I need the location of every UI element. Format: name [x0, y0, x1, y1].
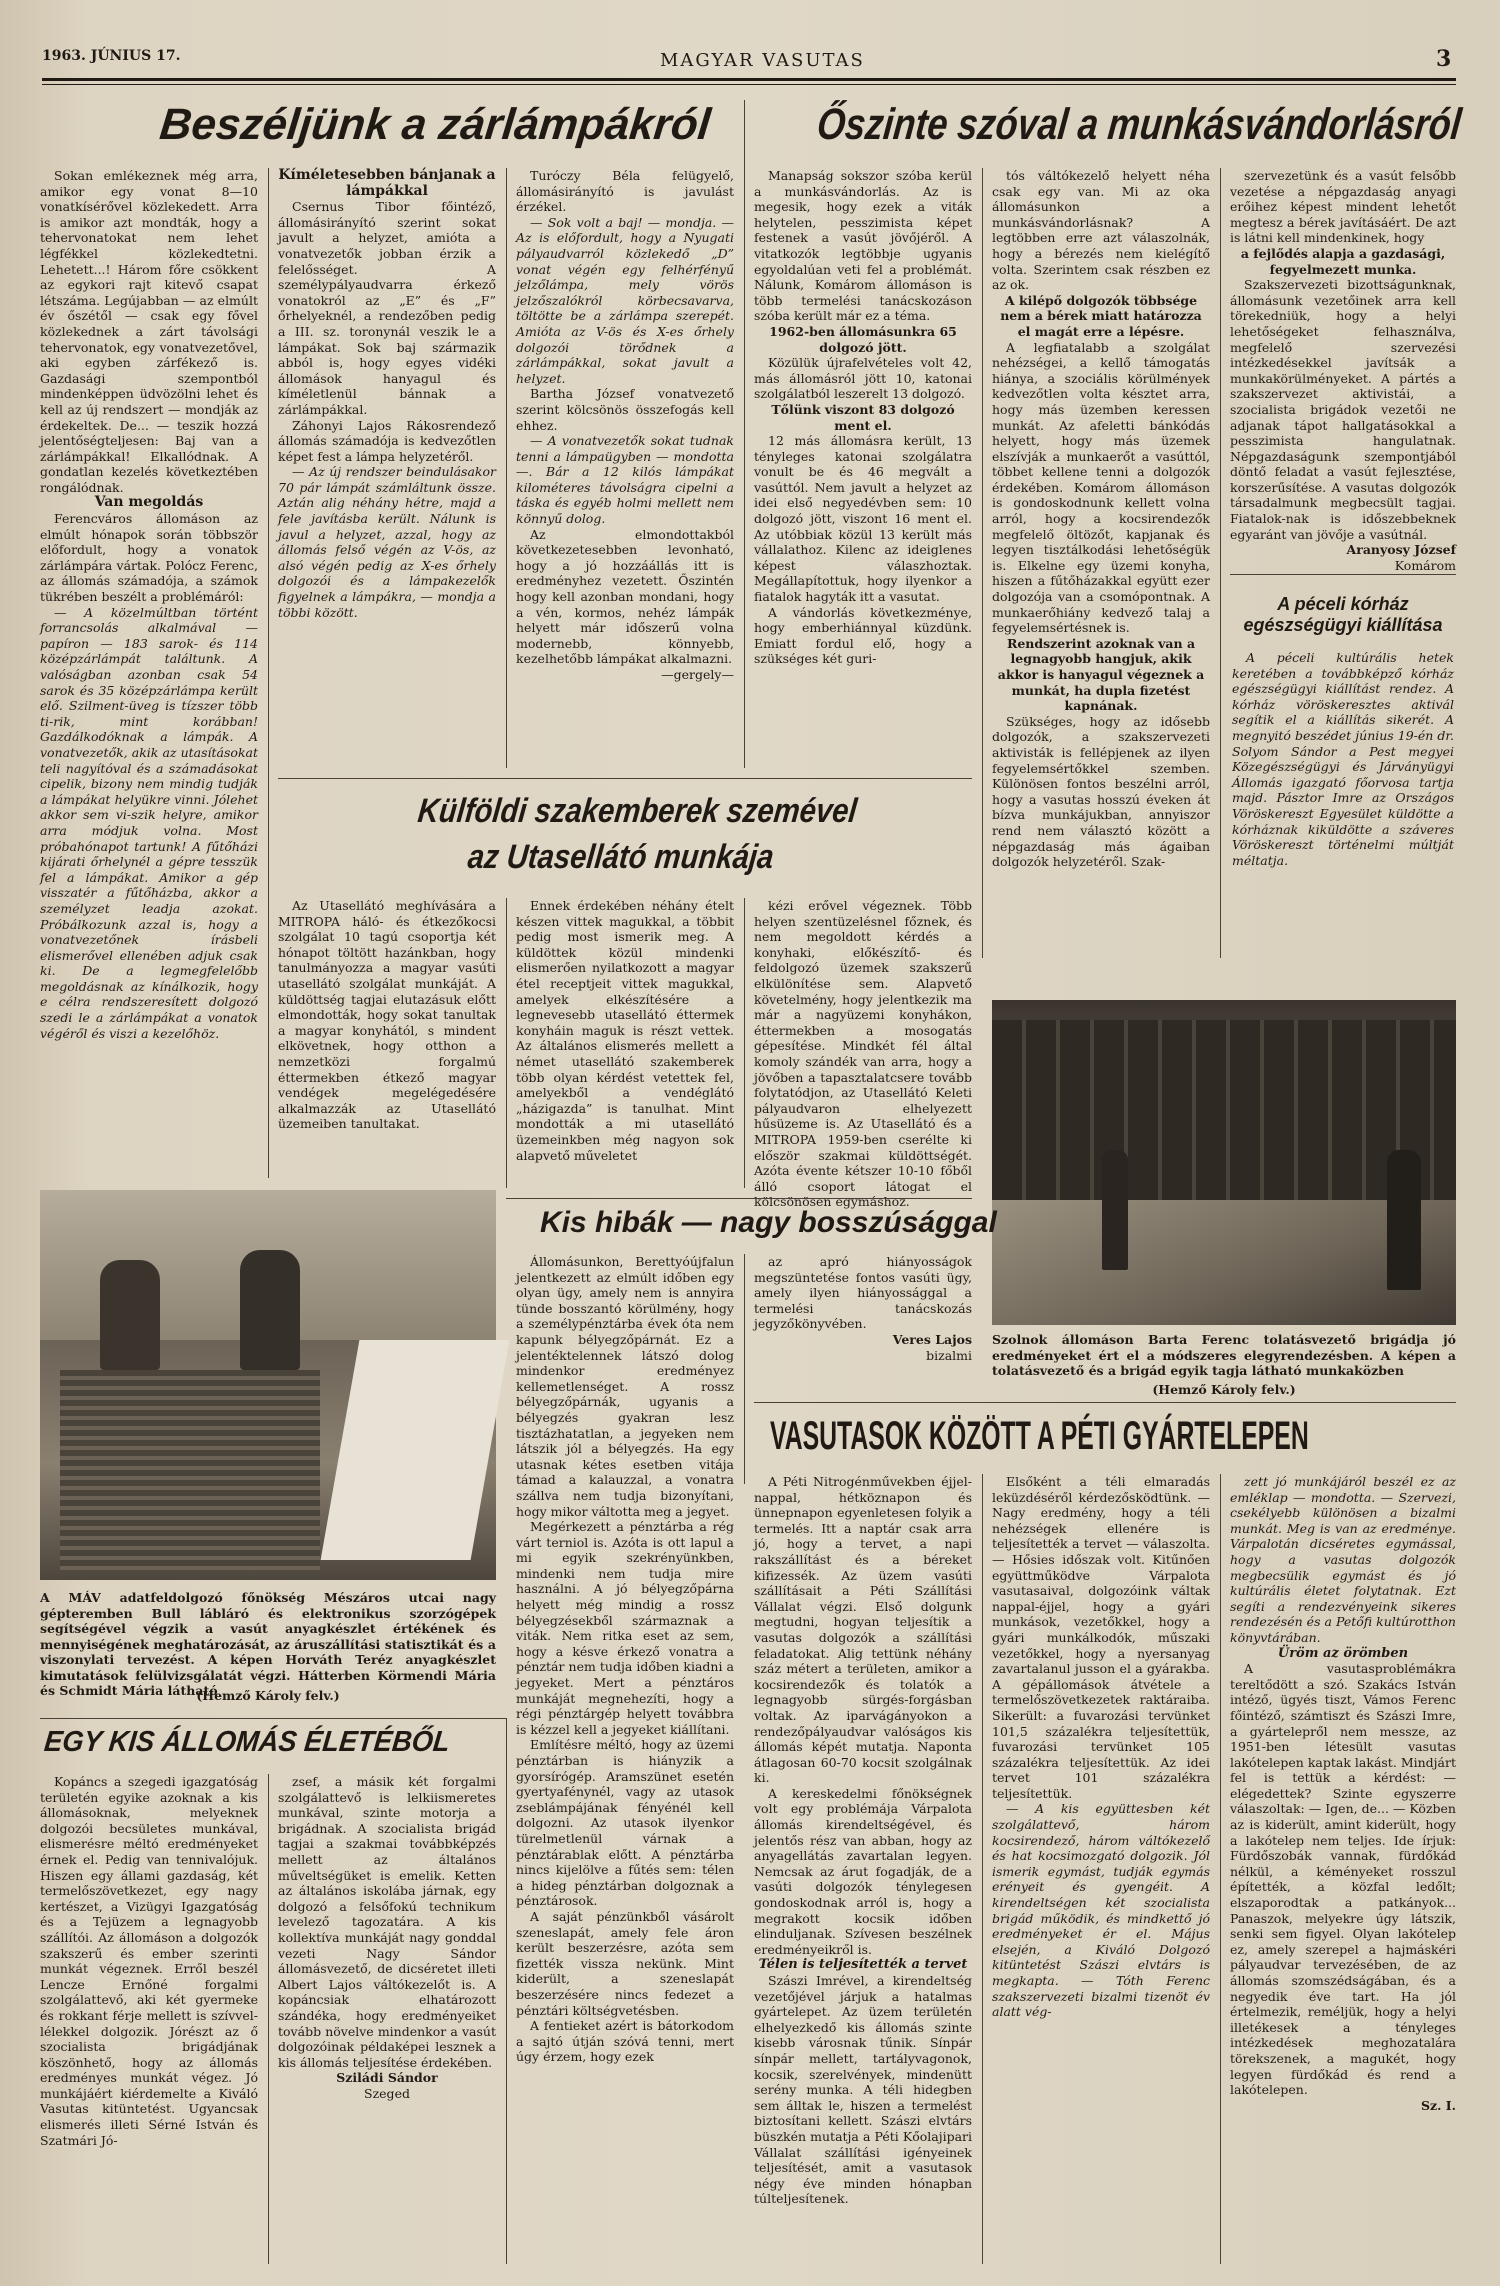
paragraph: Említésre méltó, hogy az üzemi pénztárban is hiányzik a gyorsírógép. Aramszünet esetén gyertyafénynél, vagy az utasok zseblámpájának fényénél kell dolgozni. Az utasok ilyenkor türelmetlenül várnak a pénztárablak előtt. A pénztárba nincs kijelölve a fűtés sem: télen a hideg pénztárban dolgoznak a pénztárosok. — [516, 1737, 734, 1909]
article-kishibak-title: Kis hibák — nagy bosszúsággal — [540, 1206, 997, 1239]
article-kulfoldi-col3 — [754, 898, 972, 1210]
subheading: 1962-ben állomásunkra 65 dolgozó jött. — [769, 323, 957, 355]
article-kulfoldi-col2 — [516, 898, 734, 1188]
column-rule — [744, 100, 745, 768]
subheading: Kíméletesebben bánjanak a lámpákkal — [278, 167, 496, 199]
article-zarlampa-title: Beszéljünk a zárlámpákról — [157, 100, 713, 149]
signature: —gergely— — [661, 667, 734, 682]
article-kopancs-col1 — [40, 1774, 258, 2264]
paragraph: Szakszervezeti bizottságunknak, állomásunk vezetőinek arra kell törekedniük, hogy a helyi lehetőségeket felhasználva, megfelelő szervezési intézkedésekkel javítsák a munkakörülményeket. A pártés a szakszervezet aktivistái, a szocialista brigádok vezetői ne adjanak tápot hallgatásokkal a pesszimista hangulatnak. Népgazdaságunk szempontjából döntő feladat a vasút fejlesztése, korszerűsítése. A vasutas dolgozók társadalmunk megbecsült tagjai. Fiatalok-nak is időszebbeknek egyaránt van jövője a vasútnál. — [1230, 277, 1456, 542]
column-rule — [982, 1474, 983, 2264]
subheading: Van megoldás — [94, 494, 204, 511]
paragraph: Az elmondottakból következetesebben levonható, hogy a jó hozzáállás itt is eredményhez vezetett. Őszintén hogy kell azonban mondani, hogy a vén, kormos, nehéz lámpák helyett már időszerű volna modernebb, könnyebb, kezelhetőbb lámpákat alkalmazni. — [516, 526, 734, 667]
photo-data-processing-credit: (Hemző Károly felv.) — [196, 1688, 340, 1703]
section-rule — [506, 1198, 972, 1199]
article-pecel-title: A péceli kórház egészségügyi kiállítása — [1243, 594, 1443, 635]
column-rule — [506, 1718, 507, 2264]
article-munkasvandorlas-col2 — [992, 168, 1210, 958]
subheading: A kilépő dolgozók többsége nem a bérek miatt határozza el magát erre a lépésre. — [1000, 292, 1202, 339]
paragraph: zsef, a másik két forgalmi szolgálattevő is lelkiismeretes munkával, szinte motorja a brigádnak. A szocialista brigád tagjai a szakmai továbbképzés mellett az általános műveltségüket is emelik. Ketten az általános iskolába járnak, egy dolgozó a felsőfokú technikum levelező tagozatára. A kis kollektíva munkáját nagy gonddal vezeti Nagy Sándor állomásvezető, de dicséretet illeti Albert Lajos váltókezelőt is. A kopáncsiak elhatározott szándéka, hogy eredményeiket tovább növelve mindenkor a vasút dolgozóinak példaképei lesznek a kis állomás teljesítése érdekében. — [278, 1774, 496, 2070]
paragraph: — Sok volt a baj! — mondja. — Az is előfordult, hogy a Nyugati pályaudvarról közlekedő „D” vonat végén egy felhérfényű jelzőlámpa, mely vörös jelzőszalókról körbecsavarva, töltötte be a zárlámpa szerepét. Amióta az V-ös és X-es őrhely dolgozói törődnek a zárlámpákkal, sokat javult a helyzet. — [516, 214, 734, 386]
paragraph: Szászi Imrével, a kirendeltség vezetőjével járjuk a hatalmas gyártelepet. Az üzem területén elhelyezkedő kis állomás szinte kisebb városnak tűnik. Sínpár sínpár mellett, tartályvagonok, kocsik, szerelvények, mindenütt serény munka. A téli hidegben sem álltak le, hiszen a termelést biztosítani kellett. Szászi elvtárs büszkén mutatja a Péti Kőolajipari Vállalat szállítási igényeinek teljesítését, amit a vasutasok négy éve minden hónapban túlteljesítenek. — [754, 1973, 972, 2207]
paragraph: Sokan emlékeznek még arra, amikor egy vonat 8—10 vonatkísérővel közlekedett. Arra is amikor azt mondták, hogy a tehervonatokat nem lehet légfékkel közlekedtetni. Lehetett...! Három főre csökkent az egykori rajt kitevő csapat létszáma. Legújabban — az elmúlt év őszétől — csak egy fővel közlekednek a zárt távolsági tehervonatok, egy vonatvezetővel, aki egyben zárfékező is. Gazdasági szempontból mindenképpen üdvözölni lehet és kell az új rendszert — mondják az érdekeltek. De... — teszik hozzá jelentőségteljesen: Baj van a zárlámpákkal! Elkallódnak. A gondatlan kezelés következtében rongálódnak. — [40, 168, 258, 495]
page-number: 3 — [1436, 46, 1452, 72]
paragraph: Bartha József vonatvezető szerint kölcsönös összefogás kell ehhez. — [516, 386, 734, 433]
subheading: Télen is teljesítették a tervet — [758, 1957, 968, 1973]
paragraph: Csernus Tibor főintéző, állomásirányító szerint sokat javult a helyzet, amióta a vonatvezetők jobban érzik a felelősséget. A személypályaudvarra érkező vonatokról az „E” és „F” őrhelyeknél, a rendezőben pedig a III. sz. toronynál veszik le a lámpákat. Sok baj származik abból is, hogy egyes vidéki állomások hanyagul és kíméletlenül bánnak a zárlámpákkal. — [278, 199, 496, 417]
signature: Veres Lajos — [892, 1331, 972, 1347]
article-pecel-body — [1232, 650, 1454, 950]
paragraph: — Az új rendszer beindulásakor 70 pár lámpát számláltunk össze. Aztán alig néhány hétre, majd a fele javításba került. Nálunk is javul a helyzet, azzal, hogy az állomás felső végén az V-ös, az alsó végén pedig az X-es őrhely dolgozói és a lámpakezelők figyelnek a lámpákra, — mondja a többi között. — [278, 464, 496, 620]
worker-figure-1 — [1102, 1150, 1128, 1270]
column-rule — [744, 1254, 745, 1484]
article-munkasvandorlas-col3 — [1230, 168, 1456, 573]
signature: Sziládi Sándor — [336, 2070, 438, 2086]
paragraph: Szükséges, hogy az idősebb dolgozók, a szakszervezeti aktivisták is fellépjenek az ilyen fegyelemsértőkkel szemben. Különösen fontos beszélni arról, hogy a vasutas hosszú éveken át bízva munkájukban, annyiszor rend nem választó között a népgazdaság más ágaiban dolgozók helyzetéről. Szak- — [992, 713, 1210, 870]
subheading: Rendszerint azoknak van a legnagyobb hangjuk, akik akkor is hanyagul végeznek a munkát, ha dupla fizetést kapnának. — [997, 635, 1205, 714]
header-rule — [42, 78, 1456, 81]
signature: Sz. I. — [1420, 2097, 1456, 2113]
paragraph: A kereskedelmi főnökségnek volt egy problémája Várpalota állomás kirendeltségével, és jelentős rész van abban, hogy az anyagellátás zavartalan legyen. Nemcsak az árut fogadják, de a vasúti dolgozók ténylegesen gondoskodnak arról is, hogy a megrakott kocsik időben elinduljanak. Szívesen beszélnek eredményeikről is. — [754, 1785, 972, 1957]
photo-shunting-brigade — [992, 1000, 1456, 1325]
signature-role: bizalmi — [926, 1347, 972, 1363]
section-rule — [754, 1402, 1456, 1403]
machine-desk-image — [60, 1370, 320, 1570]
paragraph: az apró hiányosságok megszüntetése fontos vasúti ügy, amely ilyen hiányossággal a termelési tanácskozás jegyzőkönyvében. — [754, 1254, 972, 1332]
document-stack-image — [321, 1340, 510, 1560]
article-peti-title: VASUTASOK KÖZÖTT A PÉTI GYÁRTELEPEN — [770, 1414, 1309, 1458]
column-rule — [268, 168, 269, 1178]
paragraph: Elsőként a téli elmaradás leküzdéséről kérdezősködtünk. — Nagy eredmény, hogy a téli nehézségek ellenére is teljesítették a tervet — válaszolta. — Hősies időszak volt. Kitűnően együttműködve Várpalota vasutasaival, dolgozóink váltak nappal-éjjel, hogy a gyári munkások, vezetőkkel, hogy a gyári munkálkodók, műszaki vezetőkkel, hogy a nyersanyag zavartalanul jusson el a gyárakba. A gépállomások átvétele a termelőszövetkezetek raktáraiba. Sikerült: a fuvarozási tervünket 101,5 százalékra teljesítettük, fuvarozási tervünket 105 százalékra teljesítettük. Az idei tervet 101 százalékra teljesítettük. — [992, 1474, 1210, 1801]
column-rule — [506, 898, 507, 1188]
newspaper-name: MAGYAR VASUTAS — [660, 50, 865, 71]
paragraph: Manapság sokszor szóba kerül a munkásvándorlás. Az is megesik, hogy ezek a viták helytelen, pesszimista képet festenek a vasút jövőjéről. A vitatkozók legtöbbje ugyanis egyoldalúan veti fel a problémát. Nálunk, Komárom állomáson is több termelési tanácskozáson szóba került már ez a téma. — [754, 168, 972, 324]
article-munkasvandorlas-col1 — [754, 168, 972, 768]
worker-figure-2 — [1387, 1150, 1421, 1290]
paragraph: A vándorlás következménye, hogy emberhiánnyal küzdünk. Emiatt fordul elő, hogy a szükséges két guri- — [754, 604, 972, 667]
paragraph: kézi erővel végeznek. Több helyen szentüzelésnel főznek, és nem megoldott kérdés a konyhaki, előkészítő- és feldolgozó üzemek szakszerű elkülönítése sem. Alapvető követelmény, hogy jelentkezik ma már a nagyüzemi konyhákon, éttermekben a mosogatás gépesítése. Mindkét fél által komoly szándék van arra, hogy a jövőben a tapasztalatcsere tovább folytatódjon, az Utasellátó Keleti pályaudvaron elhelyezett hűsüzeme is. Az Utasellátó és a MITROPA 1959-ben cserélte ki először szakmai küldöttségét. Azóta évente kétszer 10-10 főből álló csoport látogat el kölcsönösen egymáshoz. — [754, 898, 972, 1210]
article-kulfoldi-col1 — [278, 898, 496, 1188]
paragraph: Megérkezett a pénztárba a rég várt terniol is. Azóta is ott lapul a mi egyik szekrényünkben, mindenki nem tudja mire használni. A jó bélyegzőpárna helyett még mindig a rossz bélyegzésekből származnak a viták. Nem ritka eset az sem, hogy a késve érkező vonatra a pénztár nem tudja időben kiadni a jegyeket. Mert a pénztáros munkáját megnehezíti, hogy a régi pénztárgép helyett továbbra is kézzel kell a jegyeket kiállítani. — [516, 1519, 734, 1737]
photo-shunting-credit: (Hemző Károly felv.) — [1152, 1382, 1296, 1397]
column-rule — [744, 898, 745, 1188]
article-kulfoldi-title-1: Külföldi szakemberek szemével — [416, 792, 859, 830]
paragraph: tós váltókezelő helyett néha csak egy van. Mi az oka állomásunkon a munkásvándorlásnak? A legtöbben erre azt válaszolnák, hogy a bérezés nem kielégítő volta. Szerintem csak részben ez az ok. — [992, 168, 1210, 293]
article-kishibak-col1 — [516, 1254, 734, 2065]
section-rule — [1230, 574, 1456, 575]
paragraph: A vasutasproblémákra tereltődött a szó. Szakács István intéző, ügyés tiszt, Vámos Ferenc főintéző, számtiszt és Szászi Imre, a gyártelepről nem messze, az 1951-ben létesült vasutas lakótelepen kaptak lakást. Mindjárt fel is tettük a kérdést: — elégedettek? Szinte egyszerre válaszoltak: — Igen, de... — Közben az is kiderült, amint kiderült, hogy a lakótelep nem teljes. Ide írjuk: Fürdőszobák vannak, fürdőkád nélkül, a kéményeket rosszul építették, a közfal ledőlt; elszaporodtak a patkányok... Panaszok, melyekre úgy látszik, senki sem figyel. Olyan lakótelep ez, amely szerepel a hajmáskéri pályaudvar tervezésében, de az állomás szomszédságában, és a negyedik éve tart. Ha jól értelmezik, reméljük, hogy a helyi illetékesek a tényleges intézkedések meghozatalára törekszenek, a magukét, hogy legyen fürdőkád és rend a lakótelepen. — [1230, 1661, 1456, 2098]
paragraph: Kopáncs a szegedi igazgatóság területén egyike azoknak a kis állomásoknak, melyeknek dolgozói becsületes munkával, elismerésre méltó eredményeket érnek el. Pedig van tennivalójuk. Hiszen egy állami gazdaság, két termelőszövetkezet, egy nagy kertészet, a Vizügyi Igazgatóság és a Tejüzem a legnagyobb szállítói. Az állomáson a dolgozók szakszerű és ember szerinti munkát végeznek. Erről beszél Lencze Ernőné forgalmi szolgálattevő, aki két gyermeke és rokkant férje mellett is szívvel-lélekkel dolgozik. Jórészt az ő szocialista brigádjának köszönhető, hogy az állomás eredményes munkát végez. Jó munkájáért kiérdemelte a Kiváló Vasutas kitüntetést. Ugyancsak elismerés illeti Sérné István és Szatmári Jó- — [40, 1774, 258, 2148]
paragraph: Állomásunkon, Berettyóújfalun jelentkezett az elmúlt időben egy olyan ügy, amely nem is annyira tünde bosszantó körülmény, hogy a személypénztárba évek óta nem kapunk bélyegzőpárnát. Ez a jelentéktelennek látszó dolog mindenkor eredményez kellemetlenséget. A rossz bélyegzőpárnák, ugyanis a bélyegzés gyakran lesz tisztázhatatlan, a jegyeken nem látszik jól a bélyegzés. Ha egy utasnak kétes esetben vitája támad a kalauzzal, a vonatra szállva nem tudja bizonyítani, hogy mikor váltotta meg a jegyet. — [516, 1254, 734, 1519]
article-kishibak-col2 — [754, 1254, 972, 1394]
article-peti-col3 — [1230, 1474, 1456, 2264]
worker-figure-4 — [240, 1250, 300, 1370]
column-rule — [1220, 168, 1221, 958]
worker-figure-3 — [100, 1260, 160, 1370]
paragraph: Turóczy Béla felügyelő, állomásirányító is javulást érzékel. — [516, 168, 734, 215]
paragraph: Ennek érdekében néhány ételt készen vittek magukkal, a többit pedig most ismerik meg. A küldöttek közül mindenki elismerően nyilatkozott a magyar étel receptjeit vittek magukkal, amelyek elkészítésére a legnevesebb utasellátó éttermek konyháin maguk is részt vettek. Az általános elismerés mellett a német utasellátó szakemberek több olyan kérdést vetettek fel, amelyekből a vendéglátó „házigazda” is tanulhat. Mint mondották a mi utasellátó üzemeinkben még nagyon sok alapvető műveletet — [516, 898, 734, 1163]
signature-place: Szeged — [364, 2085, 410, 2101]
paragraph: Ferencváros állomáson az elmúlt hónapok során többször előfordult, hogy a vonatok zárlámpára vártak. Polócz Ferenc, az állomás számadója, a számok tükrében beszélt a problémáról: — [40, 511, 258, 605]
paragraph: szervezetünk és a vasút felsőbb vezetése a népgazdaság anyagi erőihez képest mindent lehetőt megtesz a bérek javításáért. De azt is látni kell mindenkinek, hogy — [1230, 168, 1456, 246]
paragraph: — A vonatvezetők sokat tudnak tenni a lámpaügyben — mondotta —. Bár a 12 kilós lámpákat kilométeres távolságra cipelni a táska és egyéb holmi mellett nem könnyű dolog. — [516, 433, 734, 527]
article-peti-col1 — [754, 1474, 972, 2264]
photo-data-processing — [40, 1190, 496, 1580]
section-rule — [278, 778, 972, 779]
section-rule — [40, 1718, 506, 1719]
paragraph: — A közelmúltban történt forrancsolás alkalmával — papíron — 183 sarok- és 114 középzárlámpát találtunk. A valóságban azonban csak 54 sarok és 35 középzárlámpa került elő. Szilment-üveg is tízszer több ti-rik, mint korábban! Gazdálkodóknak a lámpák. A vonatvezetők, akik az utasításokat teli nagyítóval és a számadásokat cipelik, bizony nem mindig tudják a lámpákat helyükre vinni. Jólehet akkor sem vi-szik helyre, amikor arra módjuk volna. Most próbahónapot tartunk! A fűtőházi kijárati őrhelynél a gépre tesszük fel a lámpákat. Amikor a gép visszatér a fűtőházba, akkor a személyzet leadja azokat. Próbálkozunk azzal is, hogy a vonatvezetőnek írásbeli elismerővel ellenében adjuk csak ki. De a legmegfelelőbb megoldásnak az kínálkozik, hogy e célra rendszeresített dolgozó szedi le a zárlámpákat a vonatok végéről és viszi a kezelőhöz. — [40, 604, 258, 1041]
subheading: a fejlődés alapja a gazdasági, fegyelmezett munka. — [1240, 245, 1446, 277]
article-zarlampa-col3 — [516, 168, 734, 768]
photo-shunting-caption: Szolnok állomáson Barta Ferenc tolatásvezető brigádja jó eredményeket ért el a módszeres elegyrendezésben. A képen a tolatásvezető és a brigád egyik tagja látható munkaközben — [992, 1332, 1456, 1378]
paragraph: Záhonyi Lajos Rákosrendező állomás számadója is kedvezőtlen képet fest a lámpa helyzetéről. — [278, 417, 496, 464]
article-zarlampa-col1 — [40, 168, 258, 1183]
paragraph: A Péti Nitrogénművekben éjjel-nappal, hétköznapon és ünnepnapon egyenletesen folyik a termelés. Itt a naptár csak arra jó, hogy a tervet, a napi rakszállítást és a béreket kifizessék. Az üzem vasúti szállításait a Péti Szállítási Vállalat végzi. Első dolgunk megtudni, hogyan teljesítik a vasutas dolgozók a szállítási feladatokat. Alig tettünk néhány száz métert a területen, amikor a kocsirendezők és tolatók a legnagyobb sürgés-forgásban voltak. Az iparvágányokon a rendezőpályaudvar valóságos kis állomás képét mutatja. Naponta átlagosan 60-70 kocsit szolgálnak ki. — [754, 1474, 972, 1786]
subheading: Tőlünk viszont 83 dolgozó ment el. — [771, 401, 955, 433]
column-rule — [506, 168, 507, 768]
paragraph: Közülük újrafelvételes volt 42, más állomásról jött 10, katonai szolgálatból leszerelt 13 dolgozó. — [754, 355, 972, 402]
issue-date: 1963. JÚNIUS 17. — [42, 48, 181, 64]
article-kopancs-col2 — [278, 1774, 496, 2264]
paragraph: A saját pénzünkből vásárolt szeneslapát, amely fele áron került beszerzésre, azóta sem fizették vissza nekünk. Mint kiderült, a szeneslapát beszerzésére nincs fedezet a pénztári költségvetésben. — [516, 1908, 734, 2018]
paragraph: A legfiatalabb a szolgálat nehézségei, a kellő támogatás hiánya, a szociális körülmények kedvezőtlen volta késztet arra, hogy más üzemben keressen munkát. Az afeletti bánkódás helyett, hogy más üzemek elszívják a munkaerőt a vasúttól, többet kellene tenni a dolgozók érdekében. Komárom állomáson is gondoskodnunk kellett volna arról, hogy a kocsirendezők megfelelő öltözőt, kapjanak és legyen tisztálkodási lehetőségük is. Elkelne egy üzemi konyha, hiszen a fűtőházakkal együtt ezer dolgozója van a csomópontnak. A munkaerőhiány kedvező talaj a fegyelemsértésnek is. — [992, 339, 1210, 636]
paragraph: A péceli kultúrális hetek keretében a továbbképző kórház egészségügyi kiállítást rendez. A kórház vöröskeresztes aktivál segítik el a kiállítás sikerét. A megnyitó beszédet június 19-én dr. Solyom Sándor a Pest megyei Közegészségügyi és Járványügyi Állomás igazgató főorvosa tartja majd. Pásztor Imre az Országos Vöröskereszt Egyesület küldötte a kórháznak kiküldötte a száveres Vöröskereszt történelmi múltját méltatja. — [1232, 650, 1454, 868]
paragraph: A fentieket azért is bátorkodom a sajtó útján szóvá tenni, mert úgy érzem, hogy ezek — [516, 2018, 734, 2065]
article-zarlampa-col2 — [278, 168, 496, 768]
article-kulfoldi-title-2: az Utasellátó munkája — [466, 838, 776, 876]
column-rule — [1220, 1474, 1221, 2264]
column-rule — [268, 1774, 269, 2264]
paragraph: 12 más állomásra került, 13 tényleges katonai szolgálatra vonult be és 46 megvált a vasúttól. Nem javult a helyzet az idei első negyedévben sem: 10 dolgozó jött, viszont 16 ment el. Az utóbbiak közül 13 került más vállalathoz. Kilenc az ideiglenes képest válaszhoztak. Megállapítottuk, hogy ilyenkor a fiatalok hagyták itt a vasutat. — [754, 433, 972, 605]
article-munkasvandorlas-title: Őszinte szóval a munkásvándorlásról — [814, 100, 1464, 149]
article-peti-col2 — [992, 1474, 1210, 2264]
article-kopancs-title: EGY KIS ÁLLOMÁS ÉLETÉBŐL — [42, 1726, 452, 1758]
signature-place: Komárom — [1394, 557, 1456, 573]
photo-data-processing-caption: A MÁV adatfeldolgozó főnökség Mészáros utcai nagy gépteremben Bull lábláró és elektronikus szorzógépek segítségével végzik a vasút anyagkészlet értékének és mennyiségének meghatározását, az áruszállítási statisztikát és a viszonylati tervezést. A képen Horváth Teréz anyagkészlet kimutatások felülvizsgálatát végzi. Hátterben Körmendi Mária és Schmidt Mária látható — [40, 1590, 496, 1698]
paragraph: Az Utasellátó meghívására a MITROPA háló- és étkezőkocsi szolgálat 10 tagú csoportja két hónapot töltött hazánkban, hogy tanulmányozza a magyar vasúti utasellátó szolgálat munkáját. A küldöttség tagjai elutazásuk előtt elmondották, hogy sokat tanultak a magyar konyhától, s mindent elkövetnek, hogy otthon a nemzetközi forgalmú éttermekben étkező magyar vendégek megelégedésére alkalmazzák az Utasellátó üzemeiben tanultakat. — [278, 898, 496, 1132]
paragraph: — A kis együttesben két szolgálattevő, három kocsirendező, három váltókezelő és hat kocsimozgató dolgozik. Jól ismerik egymást, tudják egymás erényeit és gyengéit. A kirendeltségen két szocialista brigád működik, és mindkettő jó eredményeket ér el. Május elsején, a Kiváló Dolgozó kitüntetést Szászi elvtárs is megkapta. — Tóth Ferenc szakszervezeti bizalmi tizenöt év alatt vég- — [992, 1801, 1210, 2020]
signature: Aranyosy József — [1346, 542, 1456, 558]
column-rule — [982, 168, 983, 958]
header-rule-thin — [42, 84, 1456, 85]
subheading: Üröm az örömben — [1277, 1645, 1409, 1661]
paragraph: zett jó munkájáról beszél ez az emléklap — mondotta. — Szervezi, csekélyebb különösen a bizalmi munkát. Meg is van az eredménye. Várpalotán dicséretes egymással, hogy a vasutas dolgozók megbecsülik egymást és jó kultúrális életet folytatnak. Ezt segíti a rendezvényeink sikeres rendezésén és a Petőfi kultúrotthon könyvtárában. — [1230, 1474, 1456, 1645]
